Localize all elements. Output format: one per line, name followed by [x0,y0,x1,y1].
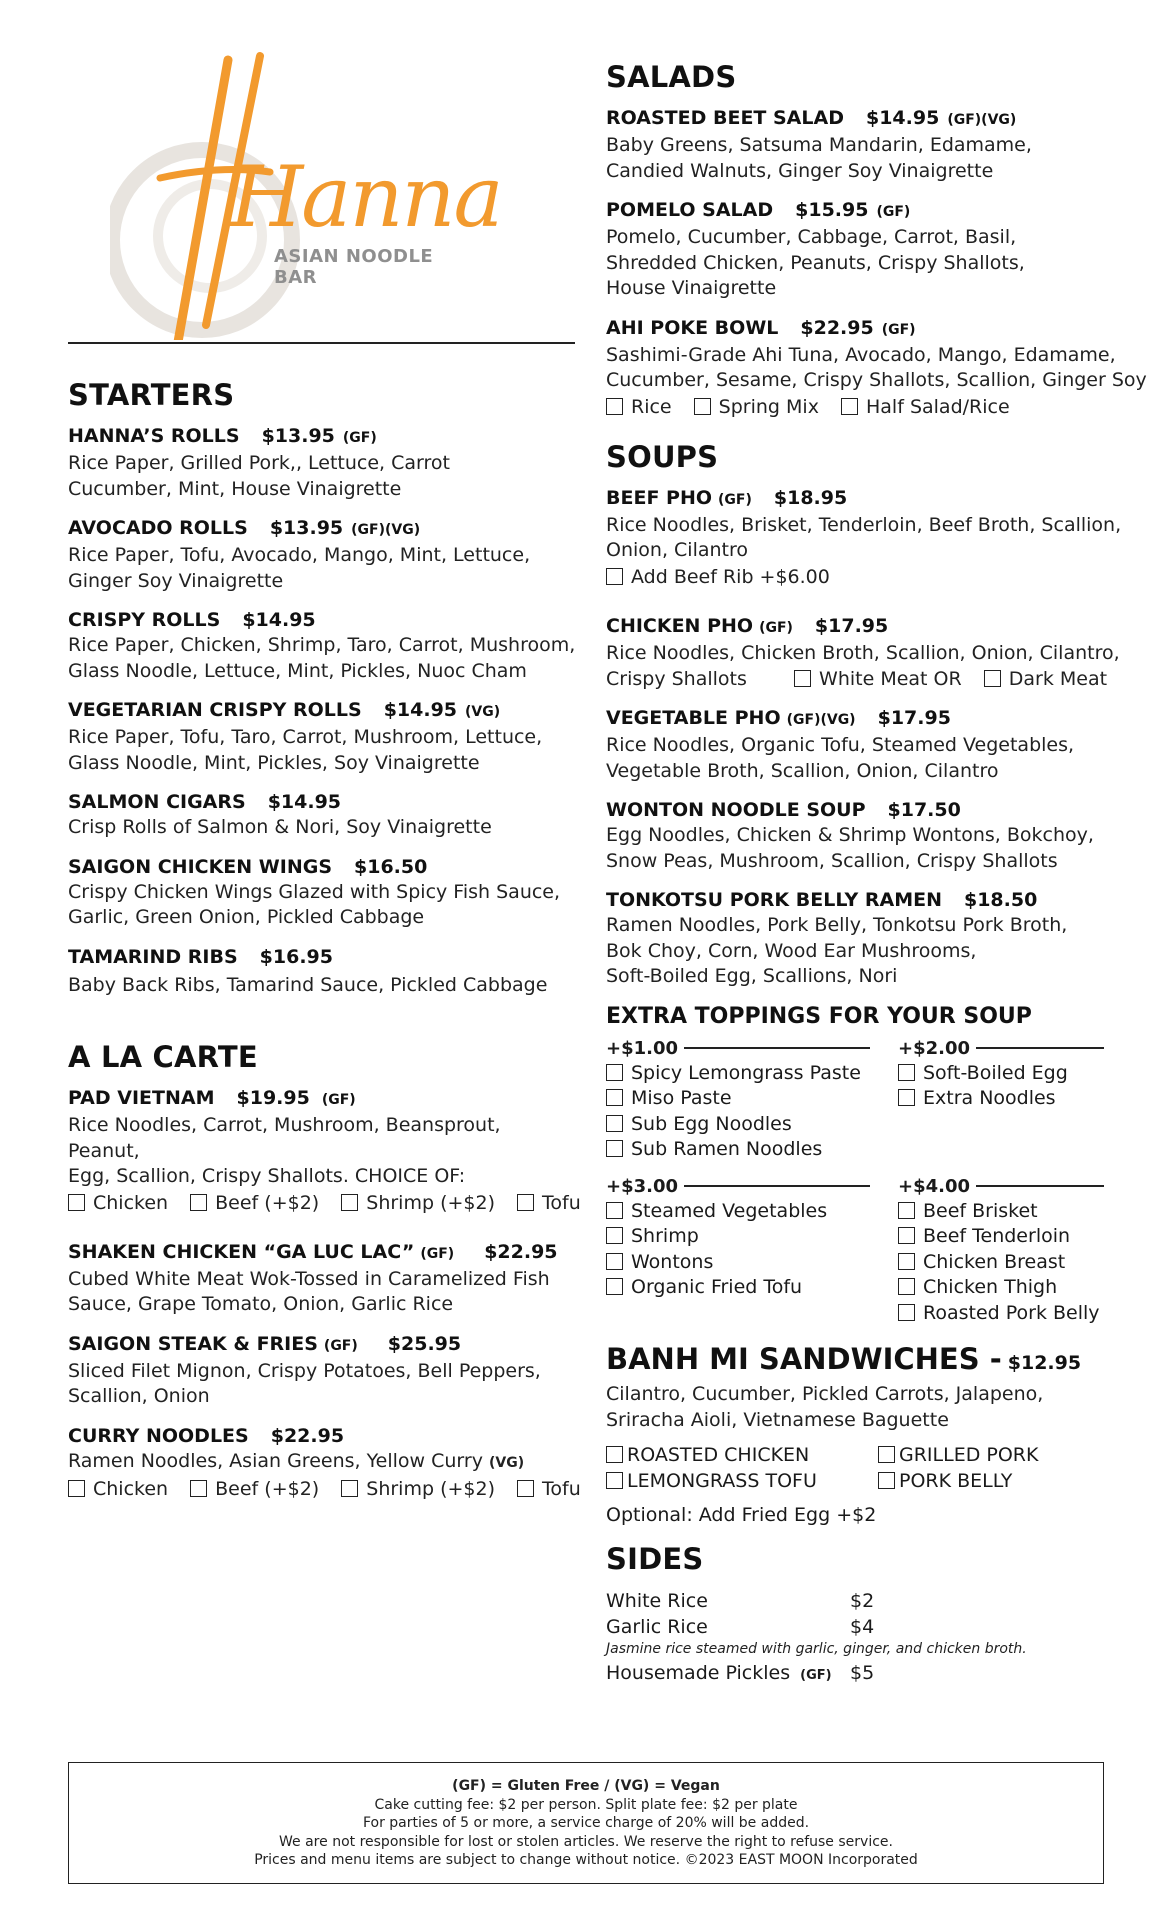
topping-checkbox[interactable]: Miso Paste [606,1086,898,1112]
menu-item: AHI POKE BOWL $22.95 (GF) Sashimi-Grade Ahi Tuna, Avocado, Mango, Edamame, Cucumber, Sesame, Crispy Shallots, Scallion, Ginger Soy Rice Spring Mix Half Salad/Rice [606,316,1147,418]
menu-item: AVOCADO ROLLS $13.95 (GF)(VG) Rice Paper, Tofu, Avocado, Mango, Mint, Lettuce, Ginger Soy Vinaigrette [68,517,531,592]
topping-checkbox[interactable]: Wontons [606,1250,898,1276]
topping-checkbox[interactable]: Beef Brisket [898,1199,1118,1225]
footer-line: We are not responsible for lost or stolen articles. We reserve the right to refuse service. [279,1833,893,1850]
toppings-title: EXTRA TOPPINGS FOR YOUR SOUP [606,1003,1032,1029]
option-checkbox[interactable]: PORK BELLY [878,1469,1078,1495]
option-checkbox[interactable]: GRILLED PORK [878,1443,1078,1469]
menu-item: CURRY NOODLES $22.95 Ramen Noodles, Asian Greens, Yellow Curry (VG) Chicken Beef (+$2) Shrimp (+$2) Tofu [68,1424,581,1500]
topping-checkbox[interactable]: Chicken Thigh [898,1275,1118,1301]
option-row [68,1476,581,1502]
topping-checkbox[interactable]: Shrimp [606,1224,898,1250]
topping-checkbox[interactable]: Roasted Pork Belly [898,1301,1118,1327]
menu-item: POMELO SALAD $15.95 (GF) Pomelo, Cucumber, Cabbage, Carrot, Basil, Shredded Chicken, Peanuts, Crispy Shallots, House Vinaigrette [606,199,1025,299]
option-checkbox[interactable]: Shrimp (+$2) [341,1190,495,1216]
topping-checkbox[interactable]: Spicy Lemongrass Paste [606,1061,898,1087]
topping-checkbox[interactable]: Beef Tenderloin [898,1224,1118,1250]
option-checkbox[interactable]: Beef (+$2) [190,1476,319,1502]
option-checkbox[interactable]: Shrimp (+$2) [341,1476,495,1502]
menu-item: TONKOTSU PORK BELLY RAMEN $18.50 Ramen Noodles, Pork Belly, Tonkotsu Pork Broth, Bok Choy, Corn, Wood Ear Mushrooms, Soft-Boiled Egg, Scallions, Nori [606,889,1068,987]
section-title-starters: STARTERS [68,378,235,412]
footer-line: Prices and menu items are subject to change without notice. ©2023 EAST MOON Incorporated [254,1852,918,1868]
banh-mi-options [606,1443,1146,1494]
hanna-logo [110,50,502,340]
menu-item: SHAKEN CHICKEN “GA LUC LAC” (GF) $22.95 Cubed White Meat Wok-Tossed in Caramelized Fish Sauce, Grape Tomato, Onion, Garlic Rice [68,1240,558,1315]
option-checkbox[interactable]: LEMONGRASS TOFU [606,1469,878,1495]
section-title-sides: SIDES [606,1542,704,1576]
option-checkbox[interactable]: Chicken [68,1476,168,1502]
brand-subtitle: ASIAN NOODLE BAR [274,246,434,288]
toppings-grid: +$1.00 Spicy Lemongrass Paste Miso Paste Sub Egg Noodles Sub Ramen Noodles +$3.00 Steamed Vegetables Shrimp Wontons Organic Fried Tofu +$2.00 Soft-Boiled Egg Extra Noodles +$4.00 Beef Brisket Beef Tenderloin Chicken Breast Chicken Thigh Roasted Pork Belly [606,1037,1126,1335]
menu-item: SALMON CIGARS $14.95 Crisp Rolls of Salmon & Nori, Soy Vinaigrette [68,791,492,838]
option-checkbox[interactable]: Rice [606,394,672,420]
menu-item: SAIGON CHICKEN WINGS $16.50 Crispy Chicken Wings Glazed with Spicy Fish Sauce, Garlic, Green Onion, Pickled Cabbage [68,855,561,928]
topping-checkbox[interactable]: Extra Noodles [898,1086,1118,1112]
diet-legend: (GF) = Gluten Free / (VG) = Vegan [452,1778,720,1794]
menu-item: CHICKEN PHO (GF) $17.95 Rice Noodles, Chicken Broth, Scallion, Onion, Cilantro, Crispy Shallots White Meat OR Dark Meat [606,614,1146,693]
left-column [68,378,581,1516]
brand-name: Hanna [230,148,502,246]
menu-item: SAIGON STEAK & FRIES (GF) $25.95 Sliced Filet Mignon, Crispy Potatoes, Bell Peppers, Scallion, Onion [68,1332,541,1407]
side-item: Housemade Pickles (GF) $5 [606,1662,875,1684]
footer-box [68,1762,1104,1884]
topping-checkbox[interactable]: Steamed Vegetables [606,1199,898,1225]
right-column: SALADS ROASTED BEET SALAD $14.95 (GF)(VG) Baby Greens, Satsuma Mandarin, Edamame, Candied Walnuts, Ginger Soy Vinaigrette POMELO SALAD $15.95 (GF) Pomelo, Cucumber, Cabbage, Carrot, Basil, Shredded Chicken, Peanuts, Crispy Shallots, House Vinaigrette AHI POKE BOWL $22.95 (GF) Sashimi-Grade Ahi Tuna, Avocado, Mango, Edamame, Cucumber, Sesame, Crispy Shallots, Scallion, Ginger Soy Rice Spring Mix Half Salad/Rice SOUPS BEEF PHO (GF) $18.95 Rice Noodles, Brisket, Tenderloin, Beef Broth, Scallion, Onion, Cilantro Add Beef Rib +$6.00 CHICKEN PHO (GF) $17.95 Rice Noodles, Chicken Broth, Scallion, Onion, Cilantro, Crispy Shallots White Meat OR Dark Meat VEGETABLE PHO (GF)(VG) $17.95 Rice Noodles, Organic Tofu, Steamed Vegetables, Vegetable Broth, Scallion, Onion, Cilantro WONTON NOODLE SOUP $17.50 Egg Noodles, Chicken & Shrimp Wontons, Bokchoy, Snow Peas, Mushroom, Scallion, Crispy Shallots TONKOTSU PORK BELLY RAMEN $18.50 Ramen Noodles, Pork Belly, Tonkotsu Pork Broth, Bok Choy, Corn, Wood Ear Mushrooms, Soft-Boiled Egg, Scallions, Nori EXTRA TOPPINGS FOR YOUR SOUP +$1.00 Spicy Lemongrass Paste Miso Paste Sub Egg Noodles Sub Ramen Noodles +$3.00 Steamed Vegetables Shrimp Wontons Organic Fried Tofu +$2.00 Soft-Boiled Egg Extra Noodles +$4.00 Beef Brisket Beef Tenderloin Chicken Breast Chicken Thigh Roasted Pork Belly BANH MI SANDWICHES - $12.95 Cilantro, Cucumber, Pickled Carrots, Jalapeno, Sriracha Aioli, Vietnamese Baguette ROASTED CHICKEN GRILLED PORK LEMONGRASS TOFU PORK BELLY Optional: Add Fried Egg +$2 SIDES White Rice $2 Garlic Rice $4 Jasmine rice steamed with garlic, ginger, and chicken broth. Housemade Pickles (GF) $5 [606,60,1146,1689]
option-checkbox[interactable]: Dark Meat [984,666,1107,692]
option-checkbox[interactable]: Chicken [68,1190,168,1216]
divider [68,342,575,344]
topping-checkbox[interactable]: Sub Ramen Noodles [606,1137,898,1163]
topping-checkbox[interactable]: Chicken Breast [898,1250,1118,1276]
menu-item: WONTON NOODLE SOUP $17.50 Egg Noodles, Chicken & Shrimp Wontons, Bokchoy, Snow Peas, Mushroom, Scallion, Crispy Shallots [606,799,1094,872]
section-title-salads: SALADS [606,60,737,94]
menu-item: BEEF PHO (GF) $18.95 Rice Noodles, Brisket, Tenderloin, Beef Broth, Scallion, Onion, Cilantro Add Beef Rib +$6.00 [606,486,1146,590]
menu-item: VEGETABLE PHO (GF)(VG) $17.95 Rice Noodles, Organic Tofu, Steamed Vegetables, Vegetable Broth, Scallion, Onion, Cilantro [606,707,1075,782]
option-checkbox[interactable]: Tofu [517,1190,581,1216]
section-title-a-la-carte: A LA CARTE [68,1040,258,1074]
menu-item: CRISPY ROLLS $14.95 Rice Paper, Chicken, Shrimp, Taro, Carrot, Mushroom, Glass Noodle, Lettuce, Mint, Pickles, Nuoc Cham [68,609,576,682]
menu-item: ROASTED BEET SALAD $14.95 (GF)(VG) Baby Greens, Satsuma Mandarin, Edamame, Candied Walnuts, Ginger Soy Vinaigrette [606,107,1032,182]
option-checkbox[interactable]: Half Salad/Rice [841,394,1010,420]
option-checkbox[interactable]: Beef (+$2) [190,1190,319,1216]
option-checkbox[interactable]: White Meat OR [794,666,962,692]
side-note: Jasmine rice steamed with garlic, ginger, and chicken broth. [606,1641,1027,1657]
section-title-banh-mi: BANH MI SANDWICHES - $12.95 [606,1342,1082,1376]
menu-item: PAD VIETNAM $19.95 (GF) Rice Noodles, Carrot, Mushroom, Beansprout, Peanut, Egg, Scallion, Crispy Shallots. CHOICE OF: Chicken Beef (+$2) Shrimp (+$2) Tofu [68,1087,581,1214]
option-checkbox[interactable]: ROASTED CHICKEN [606,1443,878,1469]
footer-line: For parties of 5 or more, a service charge of 20% will be added. [362,1815,810,1831]
option-row [606,394,1146,420]
side-item: Garlic Rice $4 [606,1616,875,1638]
option-checkbox[interactable]: Tofu [517,1476,581,1502]
topping-checkbox[interactable]: Sub Egg Noodles [606,1112,898,1138]
footer-line: Cake cutting fee: $2 per person. Split plate fee: $2 per plate [374,1796,798,1813]
option-checkbox[interactable]: Spring Mix [694,394,819,420]
topping-checkbox[interactable]: Soft-Boiled Egg [898,1061,1118,1087]
side-item: White Rice $2 [606,1590,875,1612]
topping-checkbox[interactable]: Organic Fried Tofu [606,1275,898,1301]
menu-item: TAMARIND RIBS $16.95 Baby Back Ribs, Tamarind Sauce, Pickled Cabbage [68,945,548,996]
section-title-soups: SOUPS [606,439,719,474]
addon-checkbox[interactable]: Add Beef Rib +$6.00 [606,564,1146,590]
menu-item: VEGETARIAN CRISPY ROLLS $14.95 (VG) Rice Paper, Tofu, Taro, Carrot, Mushroom, Lettuce, Glass Noodle, Mint, Pickles, Soy Vinaigrette [68,699,543,774]
menu-item: HANNA’S ROLLS $13.95 (GF) Rice Paper, Grilled Pork,, Lettuce, Carrot Cucumber, Mint, House Vinaigrette [68,425,450,500]
option-row [68,1190,581,1216]
optional-note: Optional: Add Fried Egg +$2 [606,1504,877,1526]
option-row: Crispy Shallots White Meat OR Dark Meat [606,668,1108,690]
